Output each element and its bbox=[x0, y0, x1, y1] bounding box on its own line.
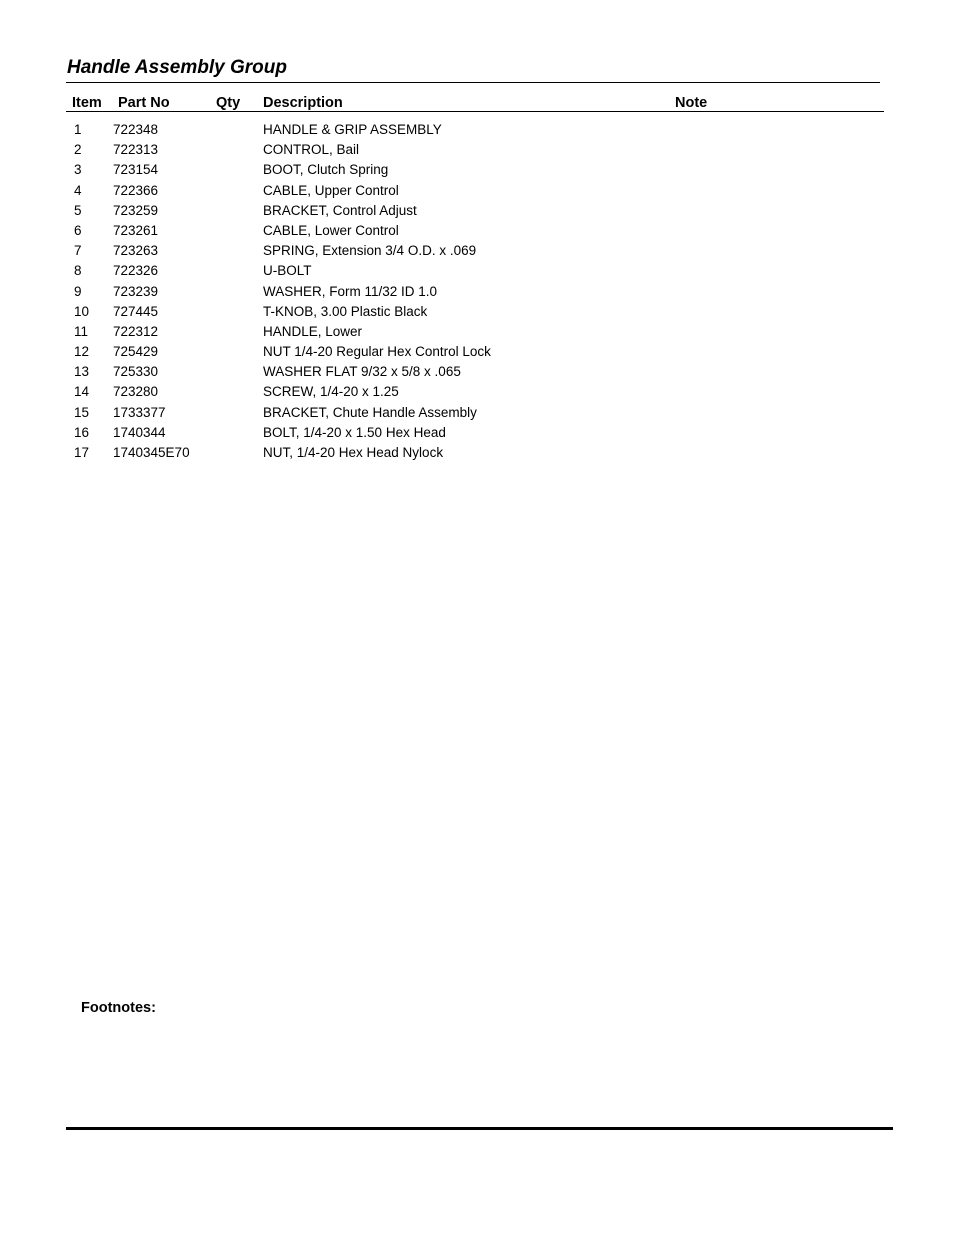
table-row bbox=[0, 160, 954, 180]
cell-part-number: 723263 bbox=[113, 243, 159, 259]
table-row bbox=[0, 302, 954, 322]
page-title: Handle Assembly Group bbox=[67, 57, 287, 78]
cell-part-number: 727445 bbox=[113, 303, 159, 319]
column-header-note: Note bbox=[675, 95, 708, 111]
cell-item-number: 15 bbox=[74, 404, 90, 420]
table-row bbox=[0, 261, 954, 281]
table-row bbox=[0, 221, 954, 241]
cell-part-number: 725330 bbox=[113, 364, 159, 380]
table-row bbox=[0, 120, 954, 140]
cell-description: HANDLE & GRIP ASSEMBLY bbox=[263, 122, 442, 137]
cell-item-number: 13 bbox=[74, 364, 90, 380]
table-row bbox=[0, 322, 954, 342]
cell-description: BRACKET, Control Adjust bbox=[263, 202, 417, 218]
table-row bbox=[0, 443, 954, 463]
footnotes-label: Footnotes: bbox=[81, 1000, 156, 1016]
cell-description: CONTROL, Bail bbox=[263, 142, 360, 158]
cell-description: NUT 1/4-20 Regular Hex Control Lock bbox=[263, 344, 491, 360]
cell-item-number: 7 bbox=[74, 243, 82, 259]
cell-item-number: 6 bbox=[74, 222, 82, 238]
cell-item-number: 11 bbox=[74, 323, 89, 339]
cell-description: BOLT, 1/4-20 x 1.50 Hex Head bbox=[263, 424, 446, 440]
cell-item-number: 10 bbox=[74, 303, 90, 319]
cell-part-number: 725429 bbox=[113, 344, 159, 360]
cell-description: T-KNOB, 3.00 Plastic Black bbox=[263, 303, 428, 319]
table-row bbox=[0, 362, 954, 382]
table-row bbox=[0, 403, 954, 423]
cell-part-number: 722326 bbox=[113, 263, 159, 279]
cell-description: BOOT, Clutch Spring bbox=[263, 162, 389, 178]
table-row bbox=[0, 241, 954, 261]
cell-part-number: 722312 bbox=[113, 323, 159, 339]
column-header-description: Description bbox=[263, 95, 343, 111]
cell-item-number: 8 bbox=[74, 263, 82, 279]
title-divider bbox=[66, 82, 880, 83]
cell-item-number: 17 bbox=[74, 445, 90, 460]
cell-item-number: 4 bbox=[74, 182, 82, 198]
cell-item-number: 5 bbox=[74, 202, 82, 218]
cell-part-number: 1740344 bbox=[113, 424, 166, 440]
cell-part-number: 722313 bbox=[113, 142, 159, 158]
footer-divider bbox=[66, 1127, 893, 1130]
parts-table-body bbox=[0, 120, 954, 463]
cell-item-number: 3 bbox=[74, 162, 82, 178]
cell-part-number: 722366 bbox=[113, 182, 159, 198]
cell-item-number: 9 bbox=[74, 283, 82, 299]
table-row bbox=[0, 201, 954, 221]
column-header-qty: Qty bbox=[216, 95, 241, 111]
cell-part-number: 722348 bbox=[113, 122, 159, 137]
cell-description: NUT, 1/4-20 Hex Head Nylock bbox=[263, 445, 444, 460]
table-header bbox=[0, 94, 954, 112]
cell-item-number: 2 bbox=[74, 142, 82, 158]
cell-description: U-BOLT bbox=[263, 263, 312, 279]
cell-part-number: 1740345E70 bbox=[113, 445, 190, 460]
header-divider bbox=[66, 111, 884, 112]
cell-description: SPRING, Extension 3/4 O.D. x .069 bbox=[263, 243, 477, 259]
cell-item-number: 16 bbox=[74, 424, 90, 440]
cell-part-number: 1733377 bbox=[113, 404, 166, 420]
column-header-item: Item bbox=[72, 95, 102, 111]
cell-part-number: 723280 bbox=[113, 384, 159, 400]
cell-part-number: 723259 bbox=[113, 202, 159, 218]
cell-part-number: 723261 bbox=[113, 222, 159, 238]
table-row bbox=[0, 282, 954, 302]
cell-item-number: 14 bbox=[74, 384, 90, 400]
cell-part-number: 723239 bbox=[113, 283, 159, 299]
cell-description: WASHER, Form 11/32 ID 1.0 bbox=[263, 283, 438, 299]
cell-description: CABLE, Upper Control bbox=[263, 182, 399, 198]
table-row bbox=[0, 382, 954, 402]
cell-item-number: 12 bbox=[74, 344, 90, 360]
cell-item-number: 1 bbox=[74, 122, 82, 137]
cell-description: HANDLE, Lower bbox=[263, 323, 363, 339]
column-header-part-no: Part No bbox=[118, 95, 170, 111]
cell-description: SCREW, 1/4-20 x 1.25 bbox=[263, 384, 399, 400]
cell-part-number: 723154 bbox=[113, 162, 159, 178]
table-row bbox=[0, 140, 954, 160]
cell-description: BRACKET, Chute Handle Assembly bbox=[263, 404, 477, 420]
table-row bbox=[0, 423, 954, 443]
cell-description: CABLE, Lower Control bbox=[263, 222, 399, 238]
cell-description: WASHER FLAT 9/32 x 5/8 x .065 bbox=[263, 364, 461, 380]
table-row bbox=[0, 342, 954, 362]
table-row bbox=[0, 181, 954, 201]
